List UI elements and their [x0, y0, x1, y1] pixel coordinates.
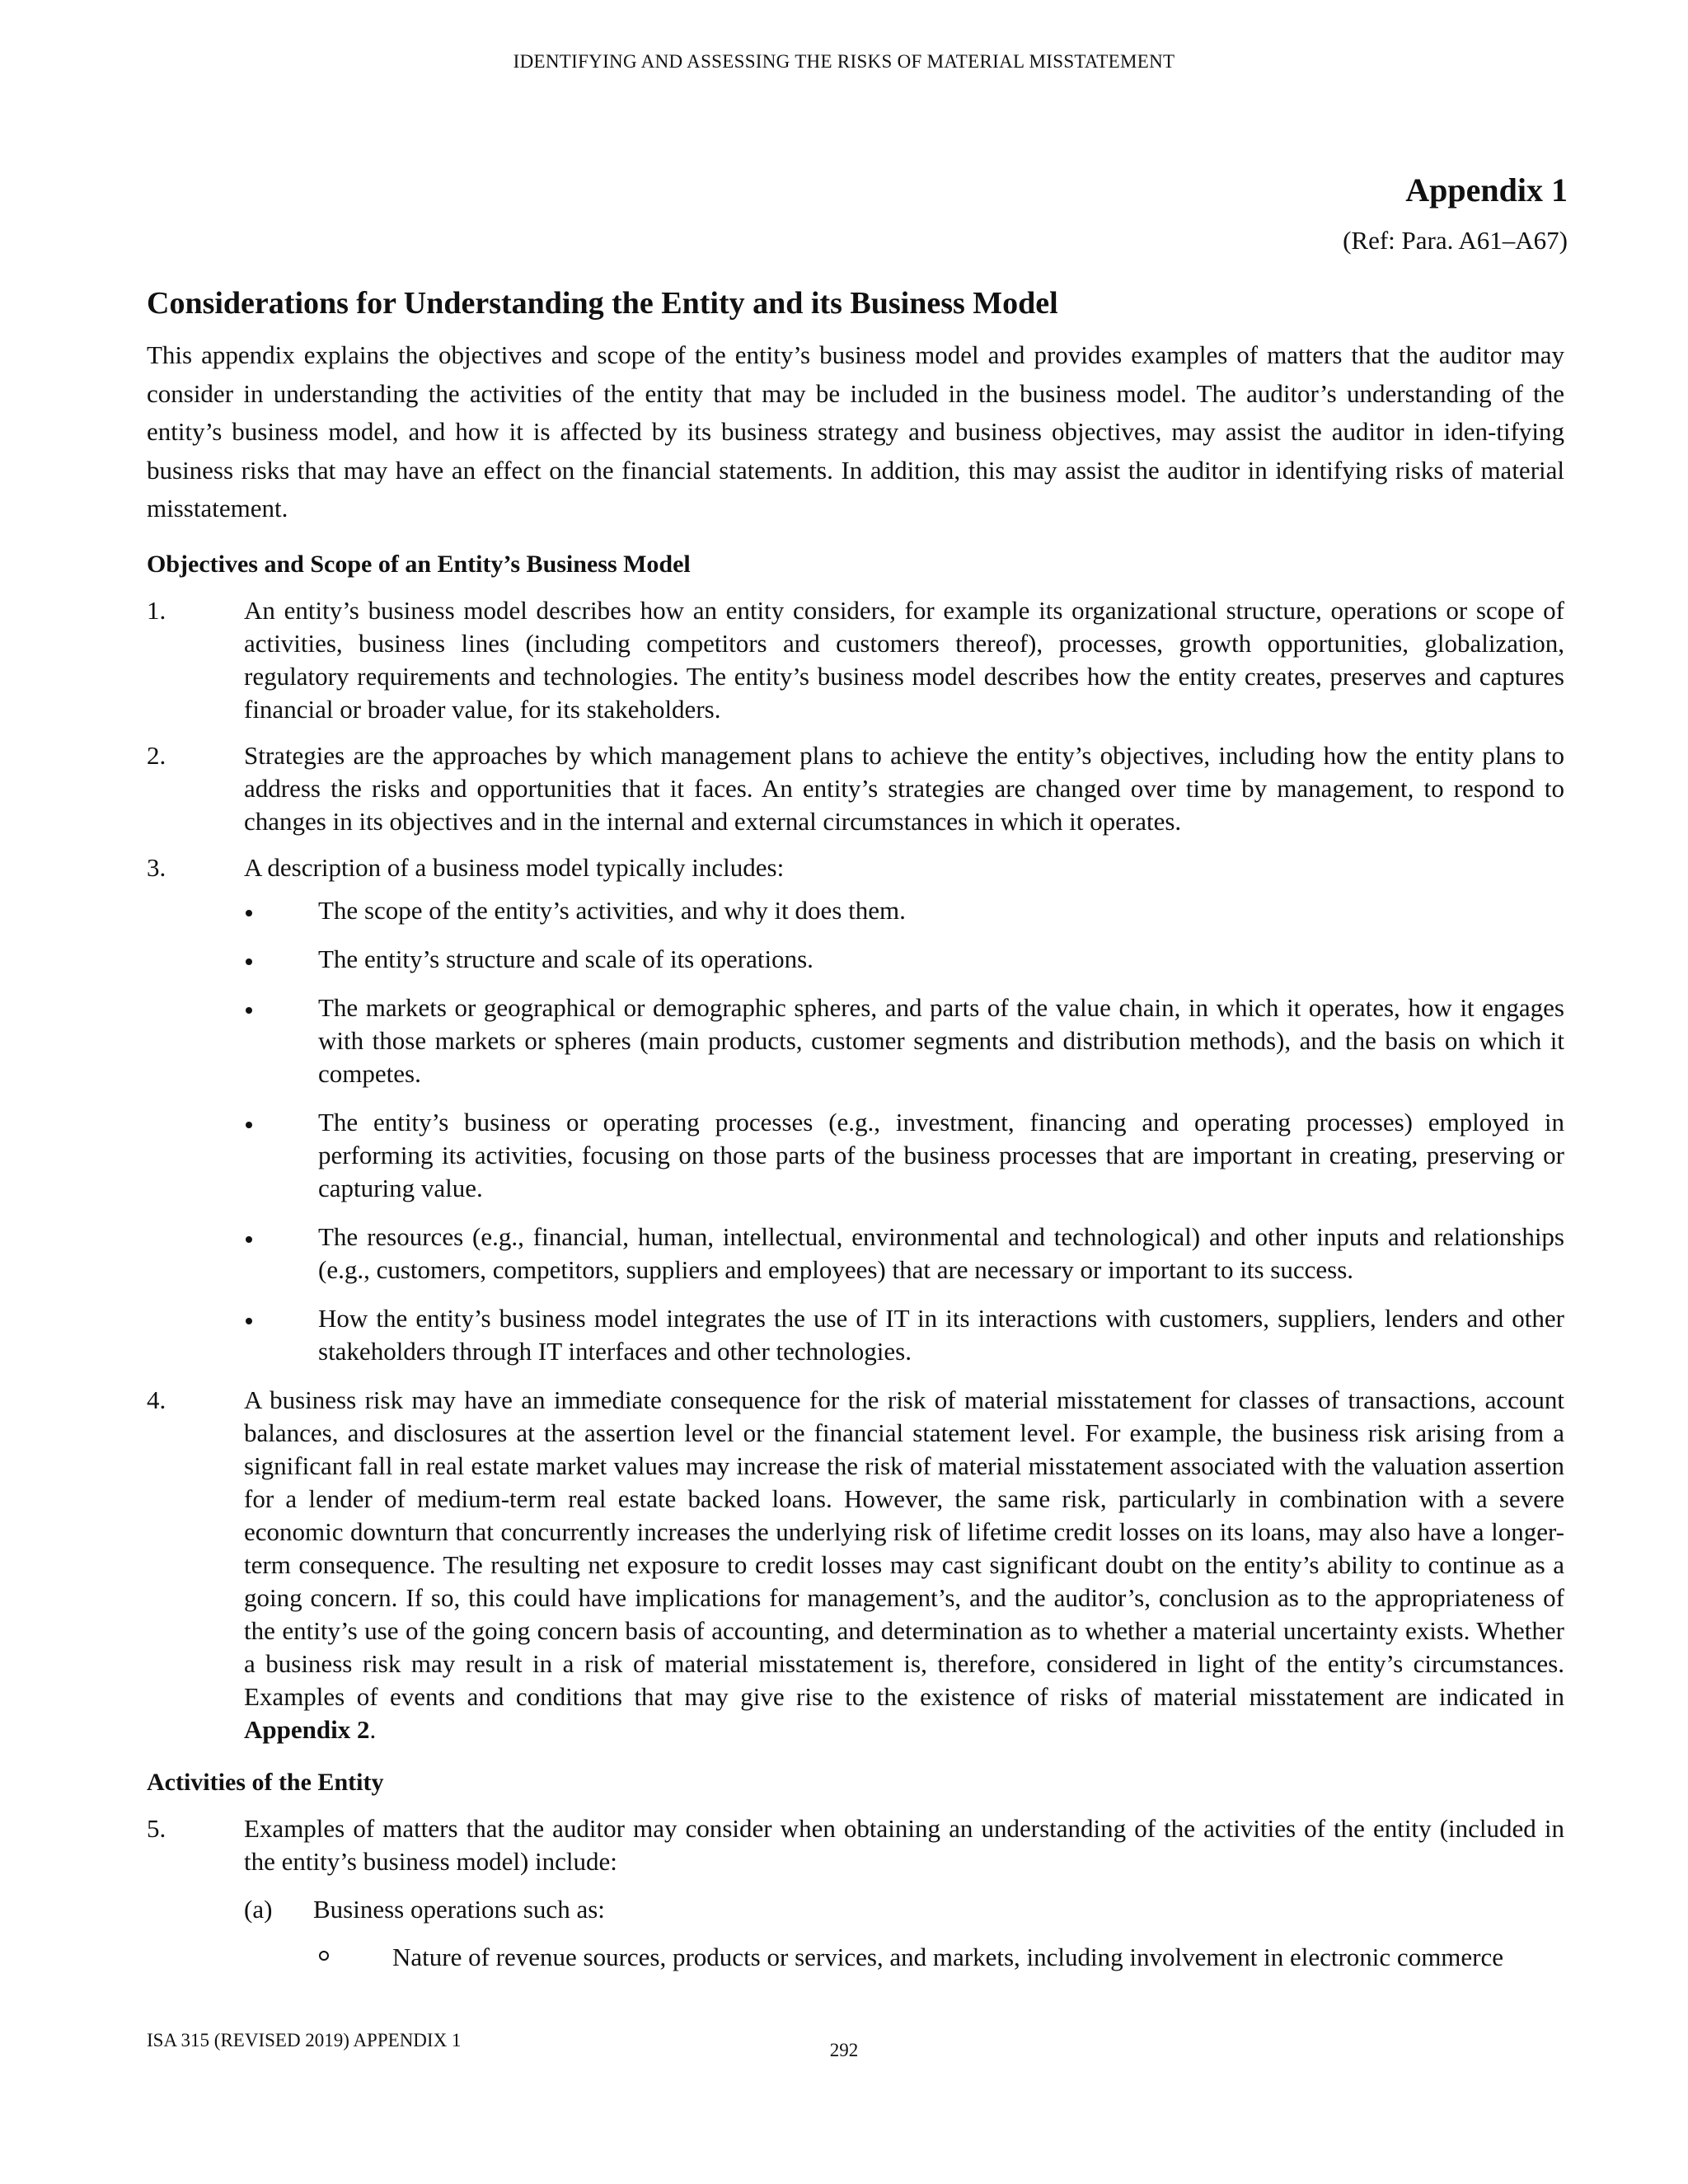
- bullet-item: [244, 991, 1564, 1090]
- paragraph-number: 3.: [147, 852, 166, 882]
- numbered-paragraph-3: [147, 851, 1564, 1368]
- bullet-text: The entity’s structure and scale of its operations.: [318, 944, 814, 973]
- numbered-paragraph-1: [147, 594, 1564, 726]
- bullet-icon: [246, 910, 252, 916]
- numbered-paragraph-2: [147, 739, 1564, 838]
- paragraph-text: An entity’s business model describes how an entity considers, for example its organizational structure, operations or scope of activities, business lines (including competitors and customers thereof), processes, growth opportunities, globalization, regulatory requirements and technologies. The entity’s business model describes how the entity creates, preserves and captures financial or broader value, for its stakeholders.: [244, 595, 1564, 724]
- sub-item-text: Business operations such as:: [313, 1894, 605, 1924]
- bullet-icon: [246, 1236, 252, 1243]
- circle-bullet-icon: [319, 1951, 329, 1961]
- bullet-icon: [246, 958, 252, 965]
- subsection-heading-objectives: Objectives and Scope of an Entity’s Business Model: [147, 550, 691, 578]
- body-content: [147, 282, 1564, 1987]
- paragraph-end: .: [369, 1714, 377, 1744]
- bullet-text: The markets or geographical or demographic spheres, and parts of the value chain, in which it operates, how it engages with those markets or spheres (main products, customer segments and distribution methods), and the basis on which it competes.: [318, 992, 1564, 1088]
- bullet-text: The resources (e.g., financial, human, intellectual, environmental and technological) and other inputs and relationships (e.g., customers, competitors, suppliers and employees) that are necessary or important to its success.: [318, 1221, 1564, 1284]
- appendix-title: Appendix 1: [1405, 171, 1568, 209]
- section-title: Considerations for Understanding the Entity and its Business Model: [147, 286, 1058, 321]
- appendix-2-reference: Appendix 2: [244, 1714, 370, 1744]
- paragraph-number: 1.: [147, 595, 166, 625]
- circle-list-item: [313, 1941, 1564, 1974]
- bullet-item: [244, 1106, 1564, 1205]
- paragraph-number: 2.: [147, 740, 166, 770]
- page-number: 292: [829, 2040, 859, 2060]
- paragraph-body: A business risk may have an immediate consequence for the risk of material misstatement for classes of transactions, account balances, and disclosures at the assertion level or the financial statement level. For example, the business risk arising from a significant fall in real estate market values may increase the risk of material misstatement associated with the valuation assertion for a lender of medium-term real estate backed loans. However, the same risk, particularly in combination with a severe economic downturn that concurrently increases the underlying risk of lifetime credit losses on its loans, may also have a longer-term consequence. The resulting net exposure to credit losses may cast significant doubt on the entity’s ability to continue as a going concern. If so, this could have implications for management’s, and the auditor’s, conclusion as to the appropriateness of the entity’s use of the going concern basis of accounting, and determination as to whether a material uncertainty exists. Whether a business risk may result in a risk of material misstatement is, therefore, considered in light of the entity’s circumstances. Examples of events and conditions that may give rise to the existence of risks of material misstatement are indicated in: [244, 1385, 1564, 1711]
- subsection-heading-activities: Activities of the Entity: [147, 1768, 384, 1796]
- bullet-icon: [246, 1318, 252, 1324]
- bullet-text: The scope of the entity’s activities, and why it does them.: [318, 895, 906, 925]
- sub-item-a: [244, 1893, 1564, 1974]
- paragraph-reference: (Ref: Para. A61–A67): [1343, 226, 1568, 255]
- bullet-item: [244, 894, 1564, 927]
- intro-paragraph: This appendix explains the objectives and scope of the entity’s business model and provides examples of matters that the auditor may consider in understanding the activities of the entity that may be included in the business model. The auditor’s understanding of the entity’s business model, and how it is affected by its business strategy and business objectives, may assist the auditor in iden-tifying business risks that may have an effect on the financial statements. In addition, this may assist the auditor in identifying risks of material misstatement.: [147, 340, 1564, 523]
- circle-list-text: Nature of revenue sources, products or services, and markets, including involvement in electronic commerce: [392, 1942, 1504, 1971]
- sub-item-label: (a): [244, 1894, 273, 1924]
- paragraph-text: Examples of matters that the auditor may consider when obtaining an understanding of the activities of the entity (included in the entity’s business model) include:: [244, 1813, 1564, 1876]
- running-header: IDENTIFYING AND ASSESSING THE RISKS OF MATERIAL MISSTATEMENT: [513, 51, 1175, 72]
- bullet-item: [244, 943, 1564, 976]
- bullet-item: [244, 1302, 1564, 1368]
- bullet-icon: [246, 1122, 252, 1128]
- footer-document-id: ISA 315 (REVISED 2019) APPENDIX 1: [147, 2030, 462, 2050]
- bullet-icon: [246, 1007, 252, 1014]
- bullet-text: How the entity’s business model integrates the use of IT in its interactions with customers, suppliers, lenders and other stakeholders through IT interfaces and other technologies.: [318, 1303, 1564, 1366]
- bullet-item: [244, 1221, 1564, 1286]
- numbered-paragraph-5: [147, 1812, 1564, 1974]
- numbered-paragraph-4: [147, 1384, 1564, 1746]
- bullet-text: The entity’s business or operating processes (e.g., investment, financing and operating processes) employed in performing its activities, focusing on those parts of the business processes that are important in creating, preserving or capturing value.: [318, 1107, 1564, 1202]
- paragraph-number: 5.: [147, 1813, 166, 1843]
- paragraph-text: Strategies are the approaches by which management plans to achieve the entity’s objectives, including how the entity plans to address the risks and opportunities that it faces. An entity’s strategies are changed over time by management, to respond to changes in its objectives and in the internal and external circumstances in which it operates.: [244, 740, 1564, 836]
- paragraph-number: 4.: [147, 1385, 166, 1414]
- bullet-list: [244, 894, 1564, 1368]
- paragraph-text: [244, 1384, 1564, 1746]
- paragraph-text: A description of a business model typically includes:: [244, 852, 785, 882]
